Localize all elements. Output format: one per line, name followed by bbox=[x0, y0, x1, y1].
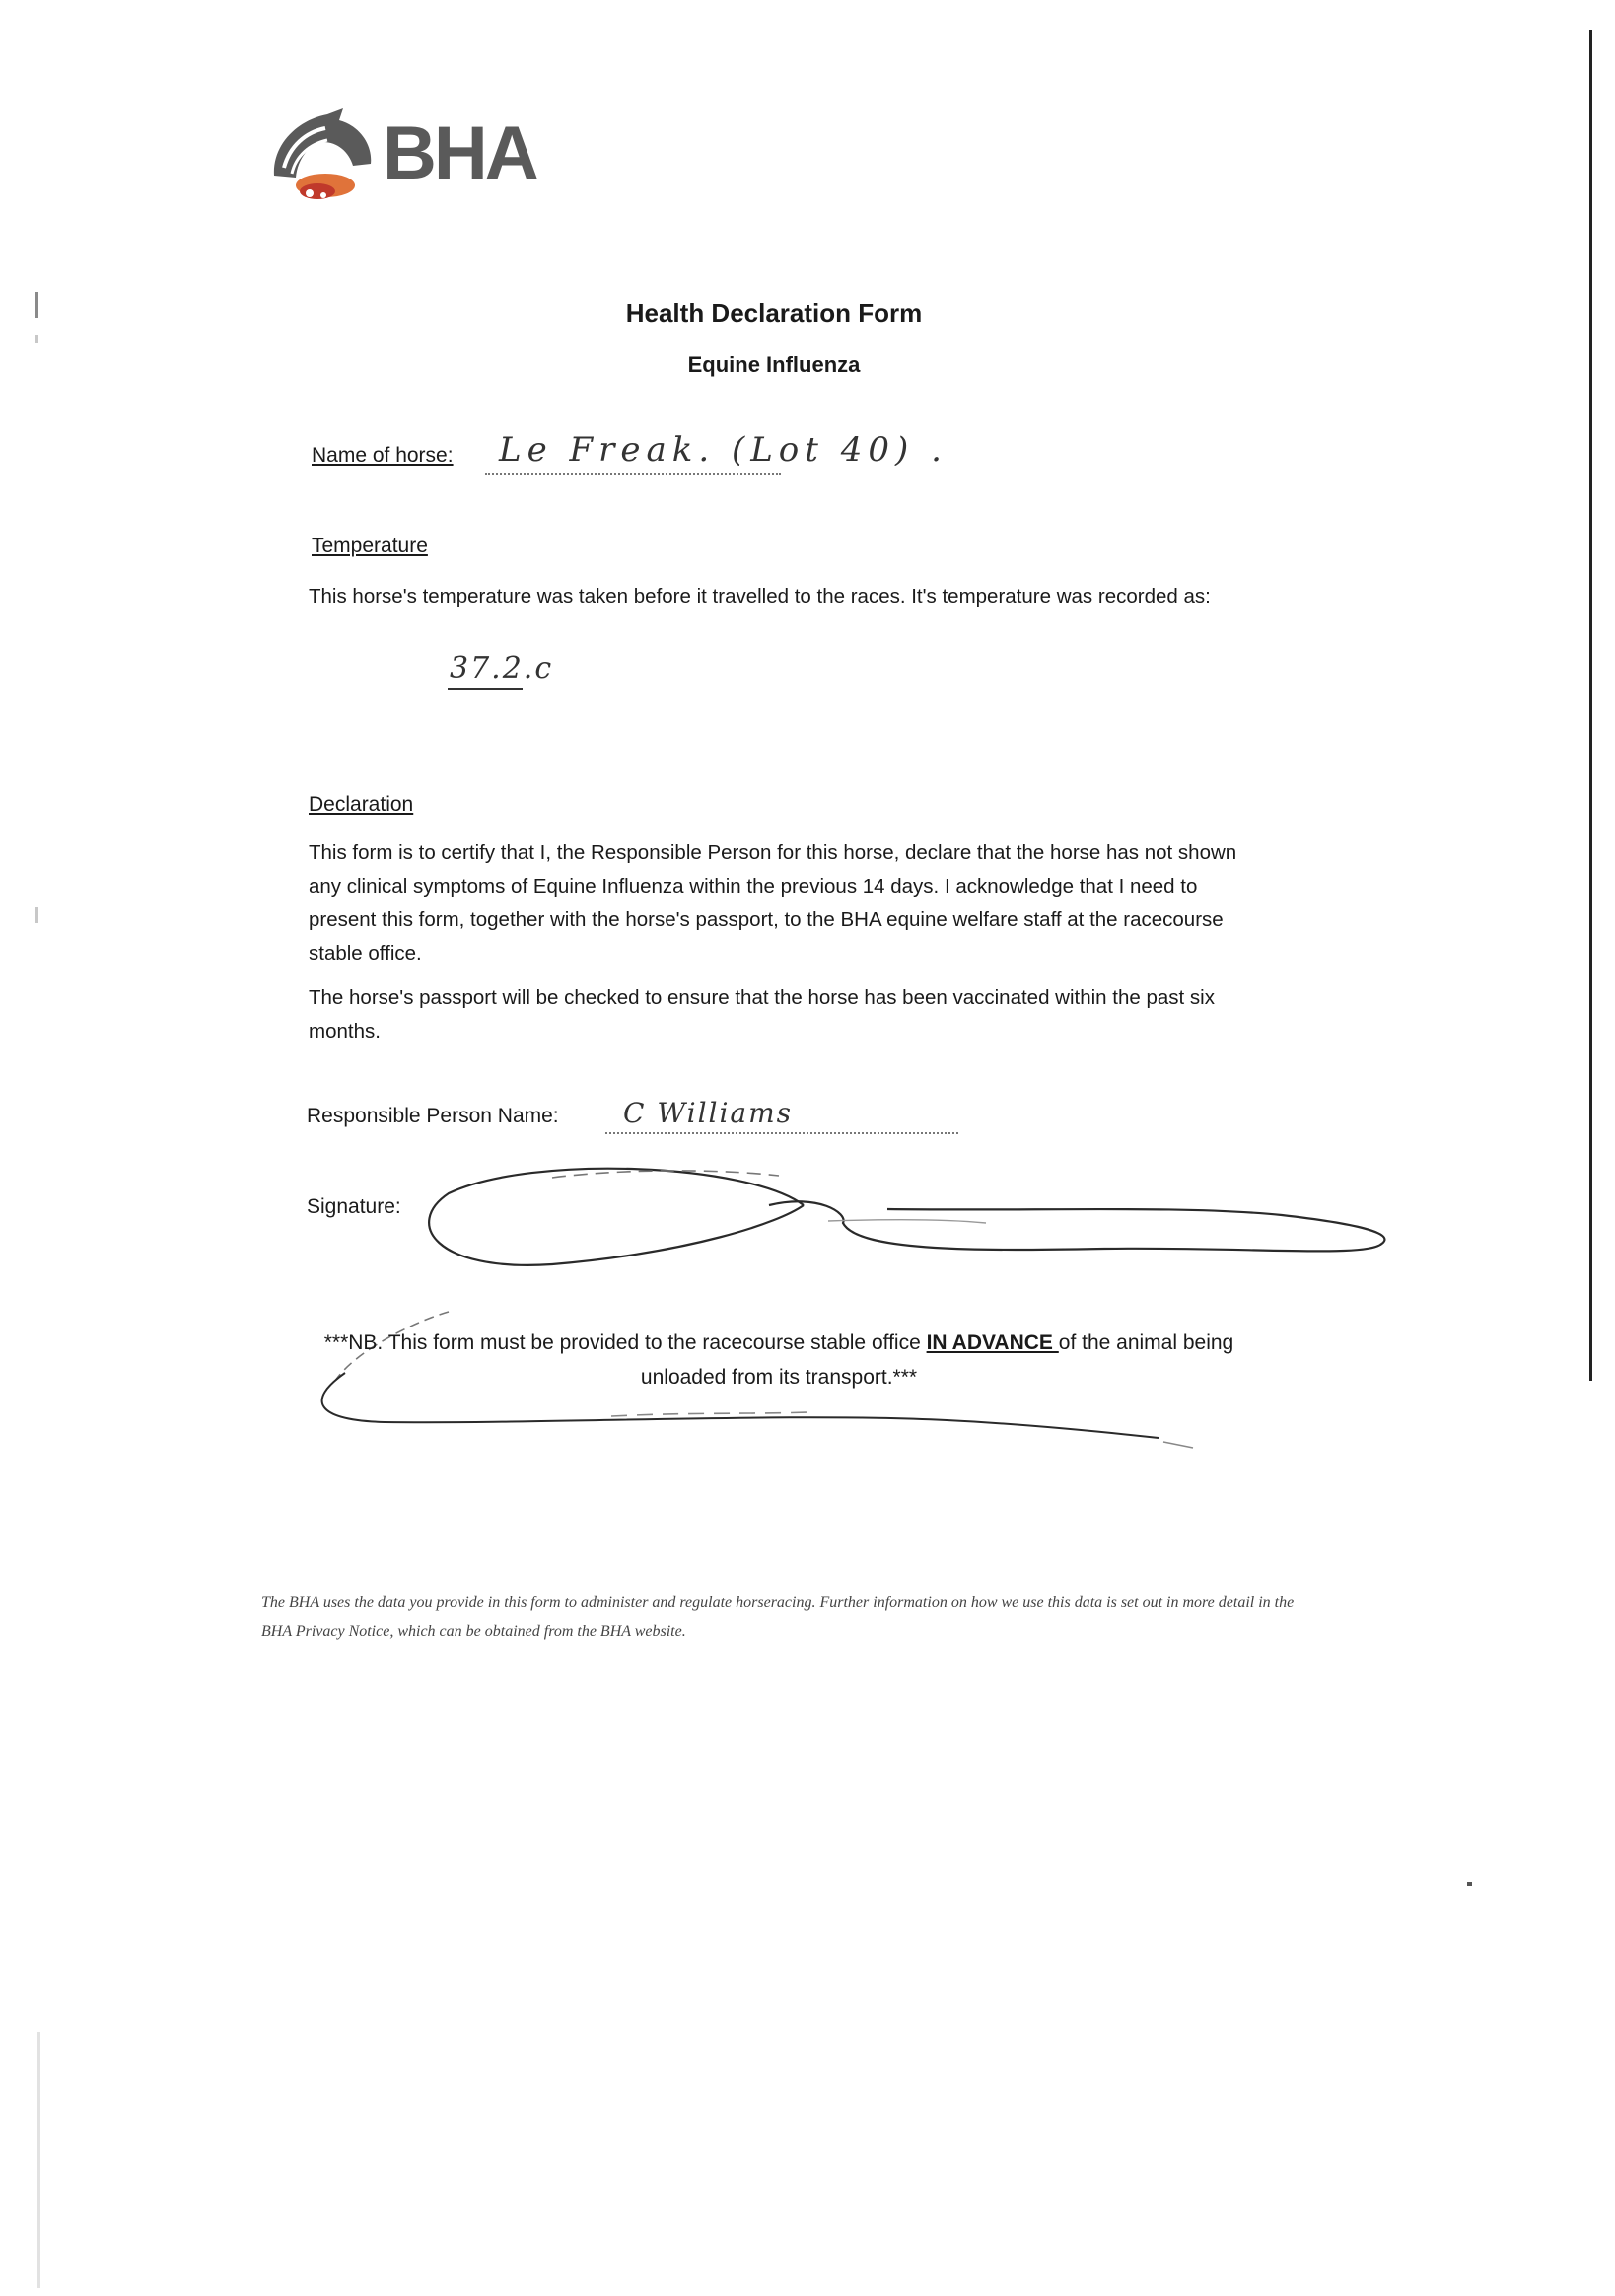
declaration-paragraph-2: The horse's passport will be checked to ensure that the horse has been vaccinated within the past six months. bbox=[309, 986, 1215, 1042]
nb-suffix: of the animal being unloaded from its transport.*** bbox=[640, 1331, 1234, 1389]
form-subtitle: Equine Influenza bbox=[687, 352, 861, 377]
responsible-person-value: C Williams bbox=[623, 1097, 794, 1129]
declaration-heading: Declaration bbox=[309, 793, 414, 816]
signature-label: Signature: bbox=[307, 1195, 401, 1218]
scan-mark bbox=[37, 2032, 40, 2288]
responsible-person-label: Responsible Person Name: bbox=[307, 1105, 559, 1127]
nb-emphasis: IN ADVANCE bbox=[926, 1331, 1059, 1354]
scan-mark bbox=[1467, 1882, 1472, 1886]
temperature-heading: Temperature bbox=[312, 535, 428, 557]
horse-name-label: Name of horse: bbox=[312, 444, 454, 466]
declaration-paragraph-1: This form is to certify that I, the Responsible Person for this horse, declare that the horse has not shown any clinical symptoms of Equine Influenza within the previous 14 days. I acknowledge that I need to present this form, together with the horse's passport, to the BHA equine welfare staff at the racecourse stable office. bbox=[309, 841, 1237, 965]
privacy-notice: The BHA uses the data you provide in this form to administer and regulate horseracing. Further information on how we use this data is set out in more detail in the BHA Privacy Notice, which can be obtained from the BHA website. bbox=[261, 1594, 1295, 1640]
nb-prefix: ***NB. This form must be provided to the racecourse stable office bbox=[323, 1331, 927, 1354]
nb-notice bbox=[296, 1326, 1262, 1395]
form-title: Health Declaration Form bbox=[625, 298, 923, 327]
horse-name-value: Le Freak. (Lot 40) . bbox=[499, 430, 948, 469]
temperature-value: 37.2.c bbox=[450, 651, 554, 685]
logo-text: BHA bbox=[383, 111, 536, 195]
temperature-text: This horse's temperature was taken before it travelled to the races. It's temperature was recorded as: bbox=[309, 585, 1211, 608]
